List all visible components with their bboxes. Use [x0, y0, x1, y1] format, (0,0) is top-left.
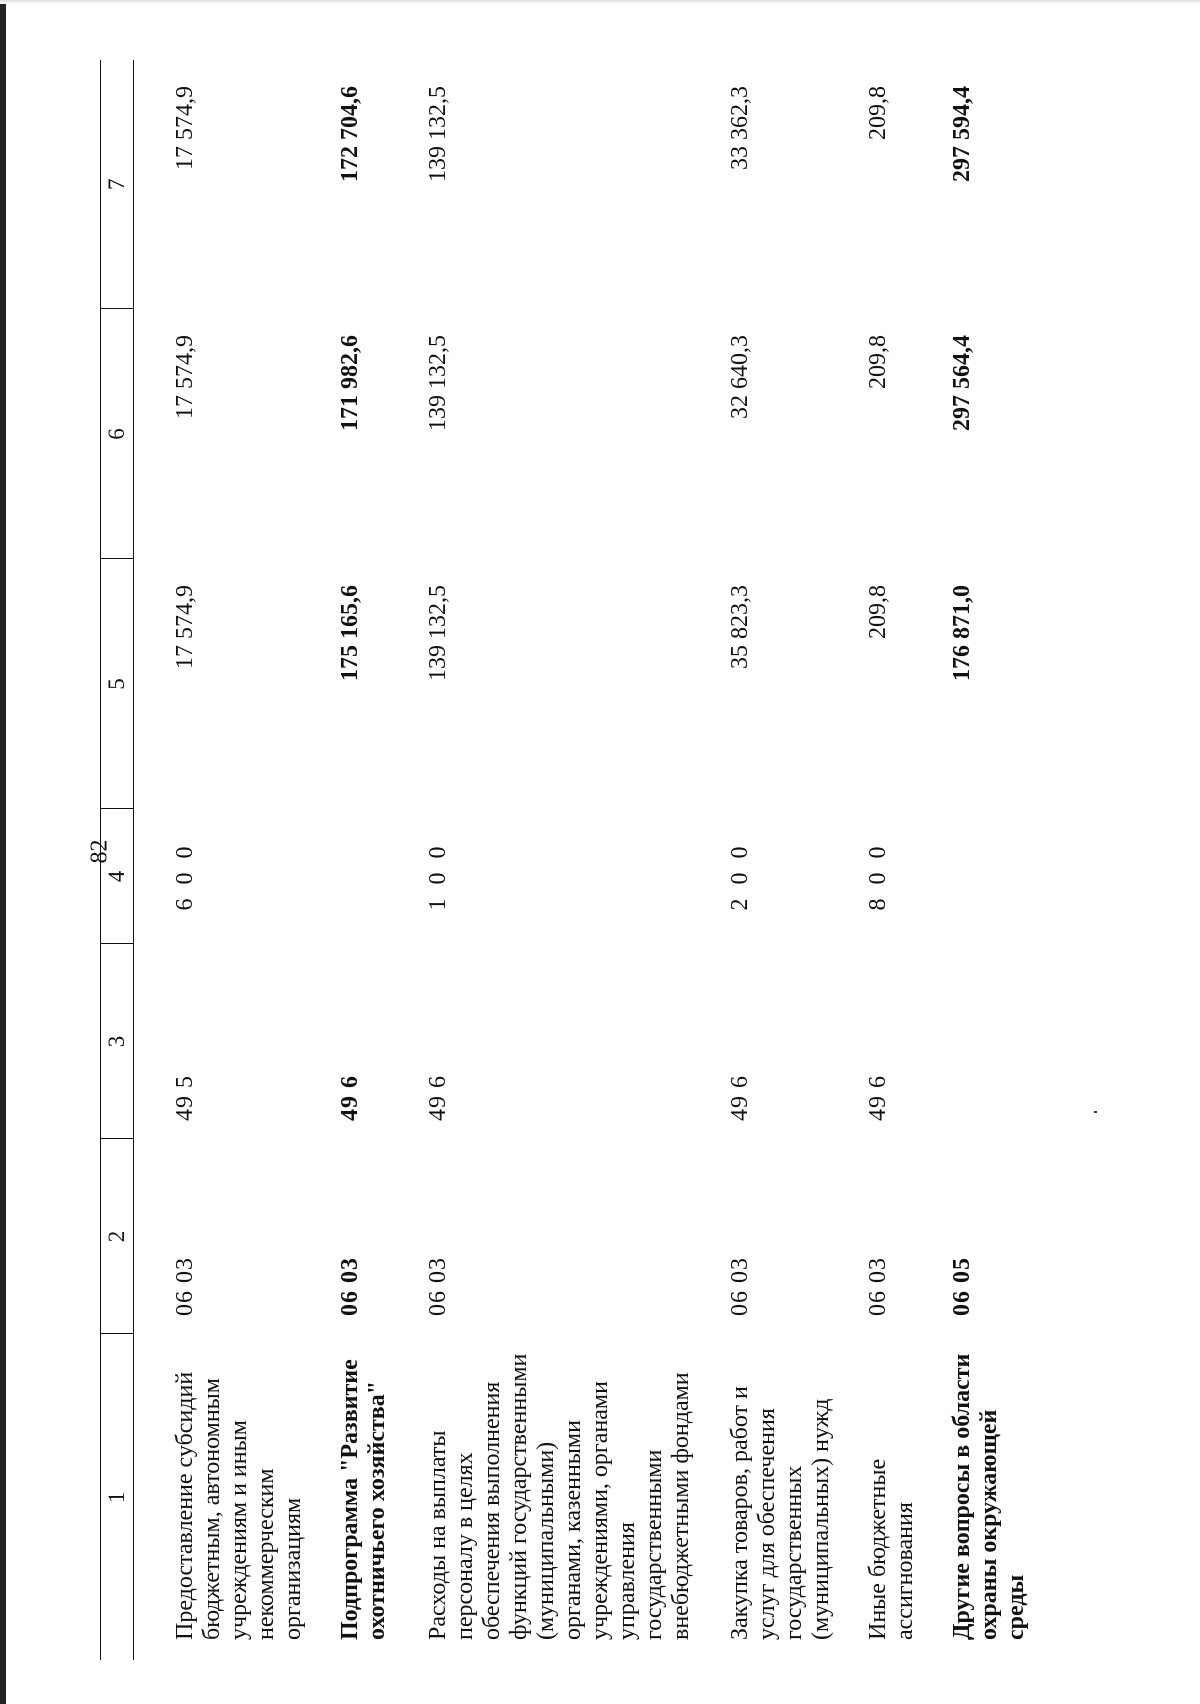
target-code-cell: 49 6: [865, 1075, 891, 1121]
table-body: [134, 60, 1031, 1660]
amount-col6-cell: 139 132,5: [425, 335, 451, 431]
amount-col7-cell: 17 574,9: [172, 86, 198, 170]
row-spacer: [695, 60, 727, 1660]
amount-col6-cell: 209,8: [865, 335, 891, 389]
column-header: 4: [101, 809, 134, 944]
table-row: [727, 60, 835, 1660]
column-header: 2: [101, 1139, 134, 1334]
row-spacer-cell: [134, 60, 173, 1660]
row-spacer: [391, 60, 425, 1660]
amount-col6-cell: 297 564,4: [949, 335, 975, 431]
amount-col5-cell: 175 165,6: [337, 585, 363, 681]
amount-col5-cell: 139 132,5: [425, 585, 451, 681]
expense-type-cell: 2 0 0: [727, 842, 753, 911]
expense-type-cell: 8 0 0: [865, 842, 891, 911]
column-header: 3: [101, 944, 134, 1139]
target-code-cell: 49 6: [337, 1075, 363, 1121]
table-row: [865, 60, 919, 1660]
target-code-cell: 49 5: [172, 1075, 198, 1121]
column-header: 5: [101, 559, 134, 809]
budget-table: [100, 60, 1030, 1660]
column-number-row: [101, 60, 134, 1660]
amount-col7-cell: 209,8: [865, 86, 891, 140]
row-spacer: [307, 60, 337, 1660]
amount-col5-cell: 209,8: [865, 585, 891, 639]
amount-col7-cell: 297 594,4: [949, 86, 975, 182]
section-code-cell: 06 03: [865, 1257, 891, 1316]
column-header: 7: [101, 60, 134, 309]
budget-table-sheet: [100, 60, 1100, 1660]
section-code-cell: 06 03: [425, 1257, 451, 1316]
amount-col5-cell: 17 574,9: [172, 585, 198, 669]
amount-col6-cell: 17 574,9: [172, 335, 198, 419]
amount-col6-cell: 171 982,6: [337, 335, 363, 431]
expense-type-cell: [337, 809, 391, 944]
row-spacer-cell: [919, 60, 949, 1660]
table-row: [337, 60, 391, 1660]
row-name-cell: Расходы на выплаты персоналу в целях обеспечения выполнения функций государственными (муниципальными) органами, казенными учреждениями, органами управления государственными внебюджетными фондами: [425, 1353, 694, 1640]
amount-col6-cell: 32 640,3: [727, 335, 753, 419]
column-header: 1: [101, 1334, 134, 1660]
table-row: [425, 60, 695, 1660]
row-spacer-cell: [391, 60, 425, 1660]
section-code-cell: 06 03: [337, 1257, 363, 1316]
row-spacer: [919, 60, 949, 1660]
amount-col7-cell: 172 704,6: [337, 86, 363, 182]
row-name-cell: Другие вопросы в области охраны окружающей среды: [949, 1353, 1029, 1640]
row-name-cell: Предоставление субсидий бюджетным, автономным учреждениям и иным некоммерческим организациям: [172, 1371, 306, 1640]
scan-edge-top: [0, 0, 1200, 4]
amount-col5-cell: 176 871,0: [949, 585, 975, 681]
row-name-cell: Подпрограмма "Развитие охотничьего хозяйства": [337, 1359, 390, 1640]
table-row: [172, 60, 307, 1660]
target-code-cell: [949, 944, 1030, 1139]
row-name-cell: Закупка товаров, работ и услуг для обеспечения государственных (муниципальных) нужд: [727, 1386, 834, 1640]
amount-col7-cell: 33 362,3: [727, 86, 753, 170]
expense-type-cell: 1 0 0: [425, 842, 451, 911]
amount-col5-cell: 35 823,3: [727, 585, 753, 669]
page-number: 82: [86, 839, 113, 864]
row-spacer: [134, 60, 173, 1660]
row-spacer-cell: [835, 60, 865, 1660]
column-header: 6: [101, 309, 134, 559]
row-name-cell: Иные бюджетные ассигнования: [865, 1458, 918, 1640]
row-spacer-cell: [307, 60, 337, 1660]
table-row: [949, 60, 1030, 1660]
expense-type-cell: [949, 809, 1030, 944]
section-code-cell: 06 03: [172, 1257, 198, 1316]
expense-type-cell: 6 0 0: [172, 842, 198, 911]
target-code-cell: 49 6: [727, 1075, 753, 1121]
target-code-cell: 49 6: [425, 1075, 451, 1121]
section-code-cell: 06 03: [727, 1257, 753, 1316]
scan-edge: [0, 0, 6, 1704]
row-spacer-cell: [695, 60, 727, 1660]
section-code-cell: 06 05: [949, 1257, 975, 1316]
row-spacer: [835, 60, 865, 1660]
amount-col7-cell: 139 132,5: [425, 86, 451, 182]
